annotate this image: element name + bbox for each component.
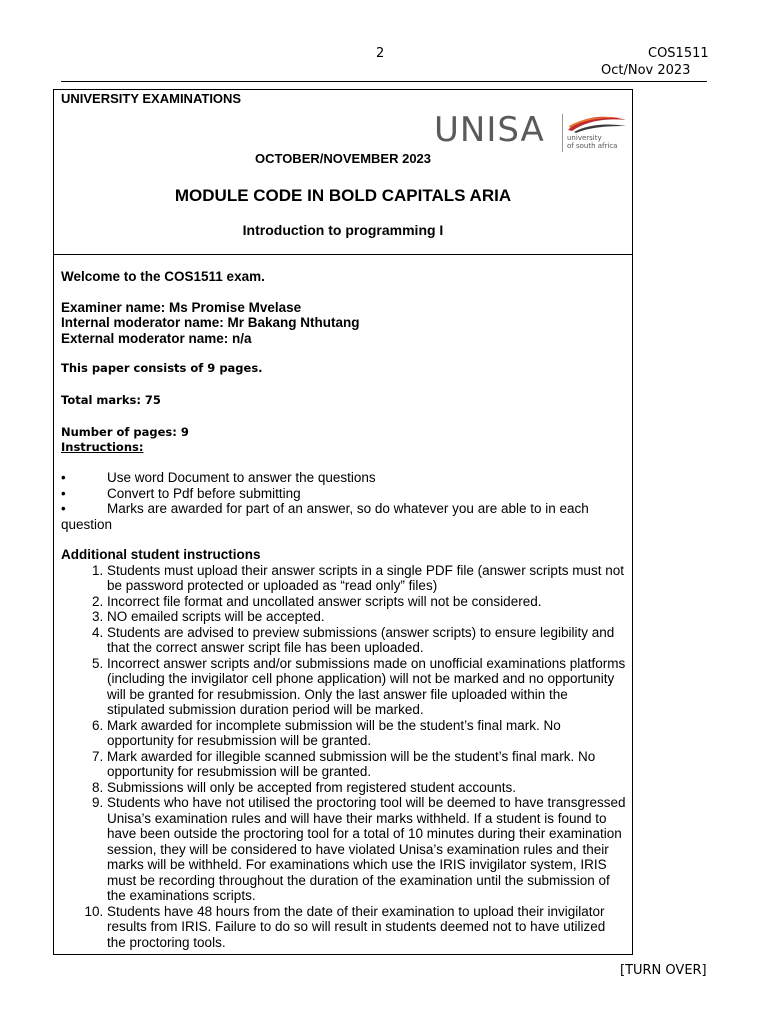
welcome-text: Welcome to the COS1511 exam. — [61, 269, 265, 284]
turn-over-label: [TURN OVER] — [620, 963, 707, 978]
additional-instructions-list — [61, 563, 627, 951]
instruction-text: Marks are awarded for part of an answer, so do whatever you are able to in each — [107, 501, 589, 516]
cover-divider — [54, 254, 632, 255]
logo-subtitle-line1: university — [567, 134, 602, 142]
total-marks-text: Total marks: 75 — [61, 393, 161, 407]
module-heading: MODULE CODE IN BOLD CAPITALS ARIA — [174, 186, 512, 205]
instruction-text: Convert to Pdf before submitting — [107, 485, 301, 501]
instruction-item — [61, 470, 627, 486]
bullet-icon: • — [61, 501, 66, 516]
header-rule — [61, 81, 707, 82]
list-item: 6. Mark awarded for incomplete submission will be the student’s final mark. No opportunity for resubmission will be granted. — [107, 718, 627, 749]
bullet-icon: • — [61, 485, 66, 501]
logo-subtitle-line2: of south africa — [567, 142, 618, 150]
external-moderator-name: External moderator name: n/a — [61, 330, 252, 346]
exam-body — [61, 269, 627, 950]
module-code-header: COS1511 — [648, 46, 709, 61]
instruction-text: Use word Document to answer the questions — [107, 470, 376, 485]
page-number: 2 — [376, 46, 385, 61]
instruction-continuation: question — [61, 516, 113, 532]
paper-pages-text: This paper consists of 9 pages. — [61, 361, 263, 375]
list-item: 10. Students have 48 hours from the date of their examination to upload their invigilator results from IRIS. Failure to do so will result in students deemed not to have utilized the proctoring tools. — [107, 904, 627, 951]
list-item: 9. Students who have not utilised the proctoring tool will be deemed to have transgressed Unisa’s examination rules and will have their marks withheld. If a student is found to have been outside the proctoring tool for a total of 10 minutes during their examination session, they will be considered to have violated Unisa’s examination rules and their marks will be withheld. For examinations which use the IRIS invigilator system, IRIS must be recording throughout the duration of the examination until the submission of the examinations scripts. — [107, 795, 627, 904]
list-item: 3. NO emailed scripts will be accepted. — [107, 609, 627, 625]
instruction-item — [61, 486, 627, 502]
exam-period: OCTOBER/NOVEMBER 2023 — [254, 151, 432, 166]
bullet-icon: • — [61, 470, 66, 485]
list-item: 8. Submissions will only be accepted from registered student accounts. — [107, 780, 627, 796]
instruction-item — [61, 501, 627, 517]
university-examinations-label: UNIVERSITY EXAMINATIONS — [61, 91, 242, 106]
internal-moderator-name: Internal moderator name: Mr Bakang Nthutang — [61, 315, 360, 330]
list-item: 1. Students must upload their answer scripts in a single PDF file (answer scripts must not be password protected or uploaded as “read only” files) — [107, 563, 627, 594]
additional-instructions-heading: Additional student instructions — [61, 547, 261, 562]
instructions-heading: Instructions: — [61, 440, 144, 454]
logo-wordmark: UNISA — [434, 110, 545, 150]
logo-divider — [562, 114, 563, 152]
list-item: 2. Incorrect file format and uncollated answer scripts will not be considered. — [107, 594, 627, 610]
module-title: Introduction to programming I — [242, 222, 444, 238]
session-header: Oct/Nov 2023 — [601, 63, 691, 78]
list-item: 4. Students are advised to preview submissions (answer scripts) to ensure legibility and that the correct answer script file has been uploaded. — [107, 625, 627, 656]
list-item: 7. Mark awarded for illegible scanned submission will be the student’s final mark. No opportunity for resubmission will be granted. — [107, 749, 627, 780]
list-item: 5. Incorrect answer scripts and/or submissions made on unofficial examinations platforms (including the invigilator cell phone application) will not be marked and no opportunity will be granted for resubmission. Only the last answer file uploaded within the stipulated submission duration period will be marked. — [107, 656, 627, 718]
logo-swoosh-icon — [566, 112, 628, 134]
cover-box — [53, 89, 633, 955]
examiner-name: Examiner name: Ms Promise Mvelase — [61, 299, 302, 315]
number-of-pages-text: Number of pages: 9 — [61, 425, 189, 439]
